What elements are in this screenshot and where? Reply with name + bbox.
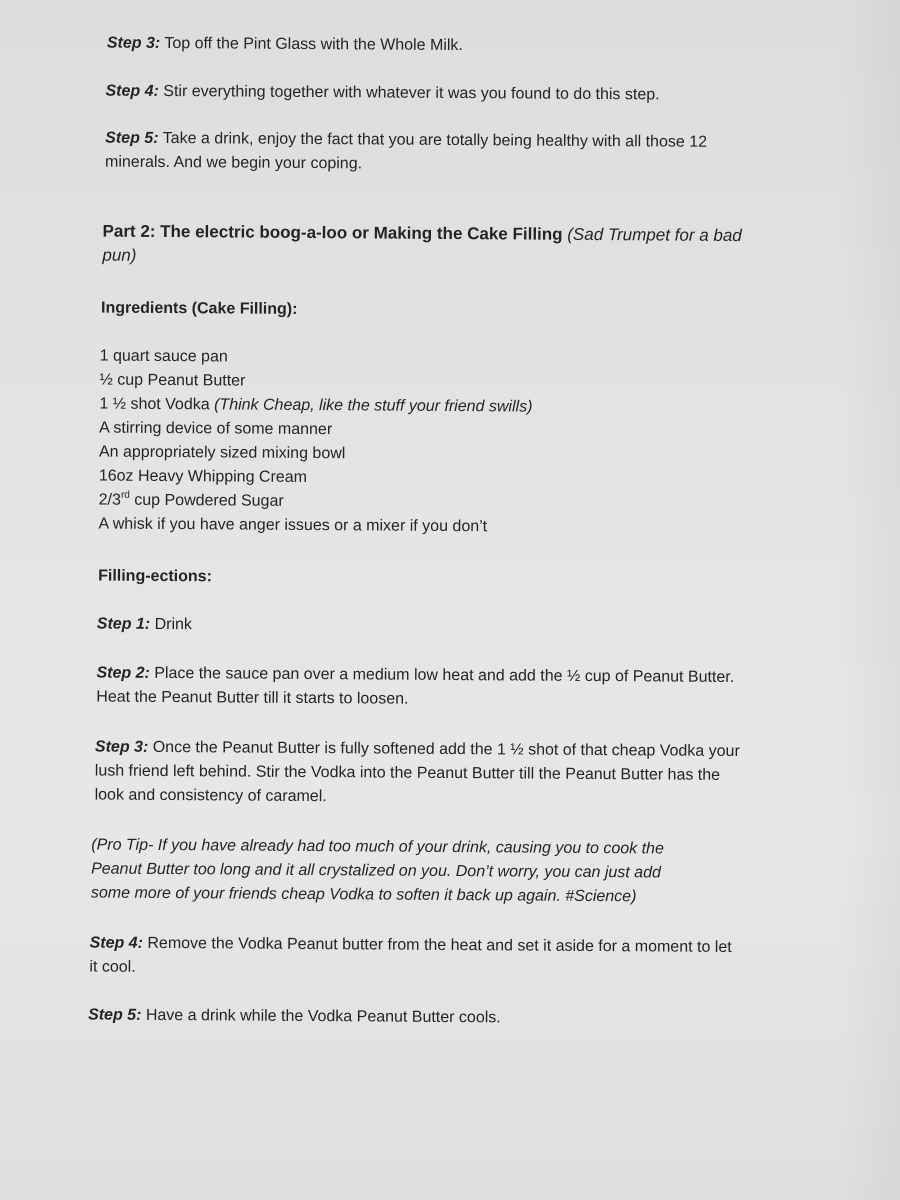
step-text-line-1: Take a drink, enjoy the fact that you are totally being healthy with all those 12 [162, 129, 708, 151]
ingredients-heading: Ingredients (Cake Filling): [100, 299, 298, 318]
step-label: Step 4: [89, 934, 143, 952]
pro-tip [91, 834, 664, 910]
step-label: Step 4: [105, 82, 159, 100]
step-label: Step 5: [105, 129, 159, 147]
step-text-line-2: it cool. [89, 958, 136, 976]
step-text-line-2: lush friend left behind. Stir the Vodka into the Peanut Butter till the Peanut Butter has the [94, 762, 721, 784]
part-2-aside-line-2: pun) [102, 245, 137, 265]
step-label: Step 5: [88, 1006, 142, 1024]
step-label: Step 3: [94, 738, 149, 756]
pro-tip-line-2: Peanut Butter too long and it all crystalized on you. Don’t worry, you can just add [91, 860, 661, 882]
filling-heading: Filling-ections: [98, 567, 212, 586]
step-text-line-1: Place the sauce pan over a medium low heat and add the ½ cup of Peanut Butter. [154, 664, 735, 686]
step-text-line-2: Heat the Peanut Butter till it starts to loosen. [96, 688, 409, 708]
step-label: Step 3: [106, 34, 161, 52]
pro-tip-line-3: some more of your friends cheap Vodka to soften it back up again. #Science) [90, 884, 637, 906]
filling-step-2 [96, 662, 734, 714]
vodka-note: (Think Cheap, like the stuff your friend swills) [214, 396, 533, 416]
step-text-line-1: Once the Peanut Butter is fully softened add the 1 ½ shot of that cheap Vodka your [152, 738, 740, 761]
filling-step-3 [95, 736, 740, 813]
top-step-5 [105, 127, 707, 179]
step-text: Drink [154, 615, 193, 634]
top-step-3 [107, 32, 463, 58]
superscript: rd [120, 489, 130, 501]
ingredient-item: 2/3rd cup Powdered Sugar [98, 489, 284, 510]
step-text-line-2: minerals. And we begin your coping. [104, 153, 363, 173]
part-2-aside-line-1: (Sad Trumpet for a bad [567, 224, 742, 246]
ingredient-item: ½ cup Peanut Butter [99, 371, 246, 390]
filling-step-5 [88, 1003, 501, 1030]
ingredients-list [98, 345, 532, 540]
ingredient-item: A whisk if you have anger issues or a mixer if you don’t [98, 515, 488, 536]
ingredient-item: 1 quart sauce pan [99, 347, 228, 366]
pro-tip-line-1: (Pro Tip- If you have already had too much of your drink, causing you to cook the [91, 836, 664, 858]
ingredient-item: A stirring device of some manner [99, 419, 333, 439]
ingredient-item: An appropriately sized mixing bowl [98, 443, 346, 463]
ingredient-item: 1 ½ shot Vodka (Think Cheap, like the stuff your friend swills) [99, 395, 533, 416]
step-label: Step 1: [96, 615, 151, 633]
step-text-line-1: Remove the Vodka Peanut butter from the heat and set it aside for a moment to let [147, 934, 732, 956]
step-label: Step 2: [96, 664, 150, 682]
part-2-heading [102, 220, 742, 272]
filling-step-4 [89, 931, 731, 983]
filling-step-1 [97, 613, 192, 638]
step-text: Stir everything together with whatever it was you found to do this step. [163, 82, 660, 104]
part-2-title: Part 2: The electric boog-a-loo or Making the Cake Filling [102, 221, 563, 244]
step-text-line-3: look and consistency of caramel. [94, 786, 327, 806]
top-step-4 [105, 80, 659, 108]
ingredient-item: 16oz Heavy Whipping Cream [98, 467, 308, 486]
step-text: Top off the Pint Glass with the Whole Milk. [164, 34, 463, 55]
ingredients-list-block [98, 345, 532, 540]
step-text: Have a drink while the Vodka Peanut Butter cools. [145, 1006, 501, 1027]
